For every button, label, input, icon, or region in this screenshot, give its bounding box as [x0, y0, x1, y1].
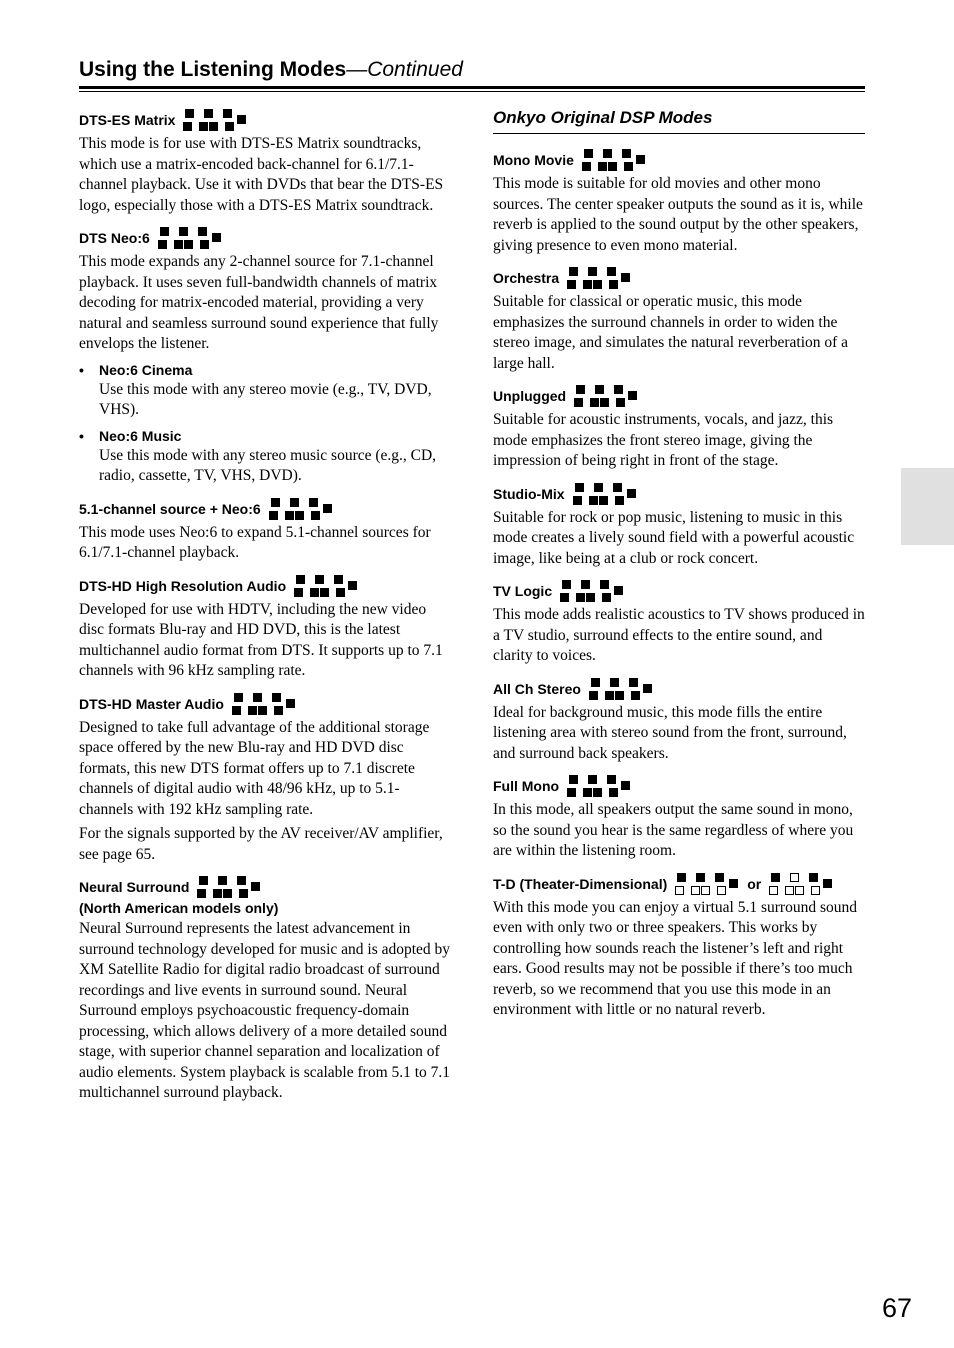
mode-description: This mode uses Neo:6 to expand 5.1-channel sources for 6.1/7.1-channel playback. — [79, 523, 431, 561]
mode-description: This mode adds realistic acoustics to TV shows produced in a TV studio, surround effects to the entire sound, and clarity to voices. — [493, 606, 865, 664]
mode-description: Neural Surround represents the latest advancement in surround technology developed for music and is adopted by XM Satellite Radio for digital radio broadcast of surround recordings and live events in surround sound. Neural Surround employs psychoacoustic frequency-domain processing, which allows delivery of a more detailed sound stage, with superior channel separation and localization of audio elements. System playback is scalable from 5.1 to 7.1 multichannel surround playback. — [79, 920, 451, 1101]
mode-heading-full-mono: Full Mono — [493, 774, 865, 798]
mode-heading-orchestra: Orchestra — [493, 266, 865, 290]
mode-description: With this mode you can enjoy a virtual 5.1 surround sound even with only two or three speakers. This works by controlling how sounds reach the listener’s left and right ears. Good results may not be possible if there’s too much reverb, so we recommend that you use this mode in an environment with little or no natural reverb. — [493, 898, 858, 1018]
mode-heading-neo6-51: 5.1-channel source + Neo:6 — [79, 497, 452, 521]
mode-heading-dts-es-matrix: DTS-ES Matrix — [79, 108, 452, 132]
header-rule-thin — [79, 91, 865, 92]
or-label: or — [747, 875, 762, 892]
mode-description: Ideal for background music, this mode fills the entire listening area with stereo sound from the front, surround, and surround back speakers. — [493, 703, 847, 762]
mode-heading-tv-logic: TV Logic — [493, 579, 865, 603]
section-title: Onkyo Original DSP Modes — [493, 108, 865, 134]
speaker-layout-icon — [589, 677, 653, 701]
mode-heading-dts-hd-ma: DTS-HD Master Audio — [79, 692, 452, 716]
speaker-layout-icon — [573, 482, 637, 506]
speaker-layout-icon — [269, 497, 333, 521]
mode-description: This mode is suitable for old movies and other mono sources. The center speaker outputs the sound as it is, while reverb is applied to the sound output by the other speakers, giving presence to even mono material. — [493, 175, 863, 254]
mode-description: Suitable for rock or pop music, listening to music in this mode creates a lively sound field with a powerful acoustic image, like being at a club or rock concert. — [493, 508, 855, 567]
header-title: Using the Listening Modes — [79, 58, 347, 81]
mode-description: Designed to take full advantage of the additional storage space offered by the new Blu-ray and HD DVD disc formats, this new DTS format offers up to 7.1 discrete channels of digital audio with 48/96 kHz, up to 5.1-channels with 192 kHz sampling rate. — [79, 718, 430, 818]
mode-description: This mode is for use with DTS-ES Matrix soundtracks, which use a matrix-encoded back-channel for 6.1/7.1-channel playback. Use it with DVDs that bear the DTS-ES logo, especially those with a DTS-ES Matrix soundtrack. — [79, 135, 444, 214]
mode-heading-dts-neo6: DTS Neo:6 — [79, 226, 452, 250]
mode-description: Developed for use with HDTV, including the new video disc formats Blu-ray and HD DVD, this is the latest multichannel audio format from DTS. It supports up to 7.1 channels with 96 kHz sampling rate. — [79, 600, 443, 679]
mode-note: For the signals supported by the AV receiver/AV amplifier, see page 65. — [79, 825, 443, 863]
speaker-layout-icon — [567, 774, 631, 798]
header-continued: —Continued — [346, 58, 463, 81]
speaker-layout-icon — [560, 579, 624, 603]
mode-heading-mono-movie: Mono Movie — [493, 148, 865, 172]
mode-heading-td: T-D (Theater-Dimensional) or — [493, 872, 865, 896]
speaker-layout-icon — [183, 108, 247, 132]
speaker-layout-icon — [158, 226, 222, 250]
speaker-layout-outline-icon — [675, 872, 739, 896]
mode-heading-studio-mix: Studio-Mix — [493, 482, 865, 506]
speaker-layout-icon — [574, 384, 638, 408]
list-item — [79, 361, 452, 421]
speaker-layout-icon — [582, 148, 646, 172]
page-header — [79, 56, 865, 84]
list-item — [79, 427, 452, 487]
bullet-body: Use this mode with any stereo music source (e.g., CD, radio, cassette, TV, VHS, DVD). — [99, 446, 437, 484]
mode-description: In this mode, all speakers output the same sound in mono, so the sound you hear is the same regardless of where you are within the listening room. — [493, 801, 854, 859]
page-number: 67 — [881, 1293, 912, 1323]
mode-description: This mode expands any 2-channel source for 7.1-channel playback. It uses seven full-bandwidth channels of matrix decoding for matrix-encoded material, providing a very natural and seamless surround sound experience that fully envelops the listener. — [79, 253, 439, 352]
bullet-title: • Neo:6 Cinema — [79, 361, 452, 379]
mode-heading-all-ch-stereo: All Ch Stereo — [493, 677, 865, 701]
mode-heading-neural-surround: Neural Surround — [79, 875, 452, 899]
mode-subtitle: (North American models only) — [79, 900, 279, 916]
chapter-tab-marker — [901, 468, 954, 545]
right-column — [493, 108, 865, 1021]
mode-heading-unplugged: Unplugged — [493, 384, 865, 408]
speaker-layout-icon — [567, 266, 631, 290]
left-column — [79, 108, 452, 1104]
speaker-layout-icon — [232, 692, 296, 716]
mode-description: Suitable for classical or operatic music, this mode emphasizes the surround channels in order to widen the stereo image, and simulates the natural reverberation of a large hall. — [493, 293, 849, 372]
speaker-layout-outline-icon — [769, 872, 833, 896]
speaker-layout-icon — [294, 574, 358, 598]
bullet-body: Use this mode with any stereo movie (e.g., TV, DVD, VHS). — [99, 380, 432, 418]
speaker-layout-icon — [197, 875, 261, 899]
mode-description: Suitable for acoustic instruments, vocals, and jazz, this mode emphasizes the front stereo image, giving the impression of being right in front of the stage. — [493, 411, 834, 469]
bullet-title: • Neo:6 Music — [79, 427, 452, 445]
mode-heading-dts-hd-hr: DTS-HD High Resolution Audio — [79, 574, 452, 598]
header-rule-thick — [79, 86, 865, 89]
